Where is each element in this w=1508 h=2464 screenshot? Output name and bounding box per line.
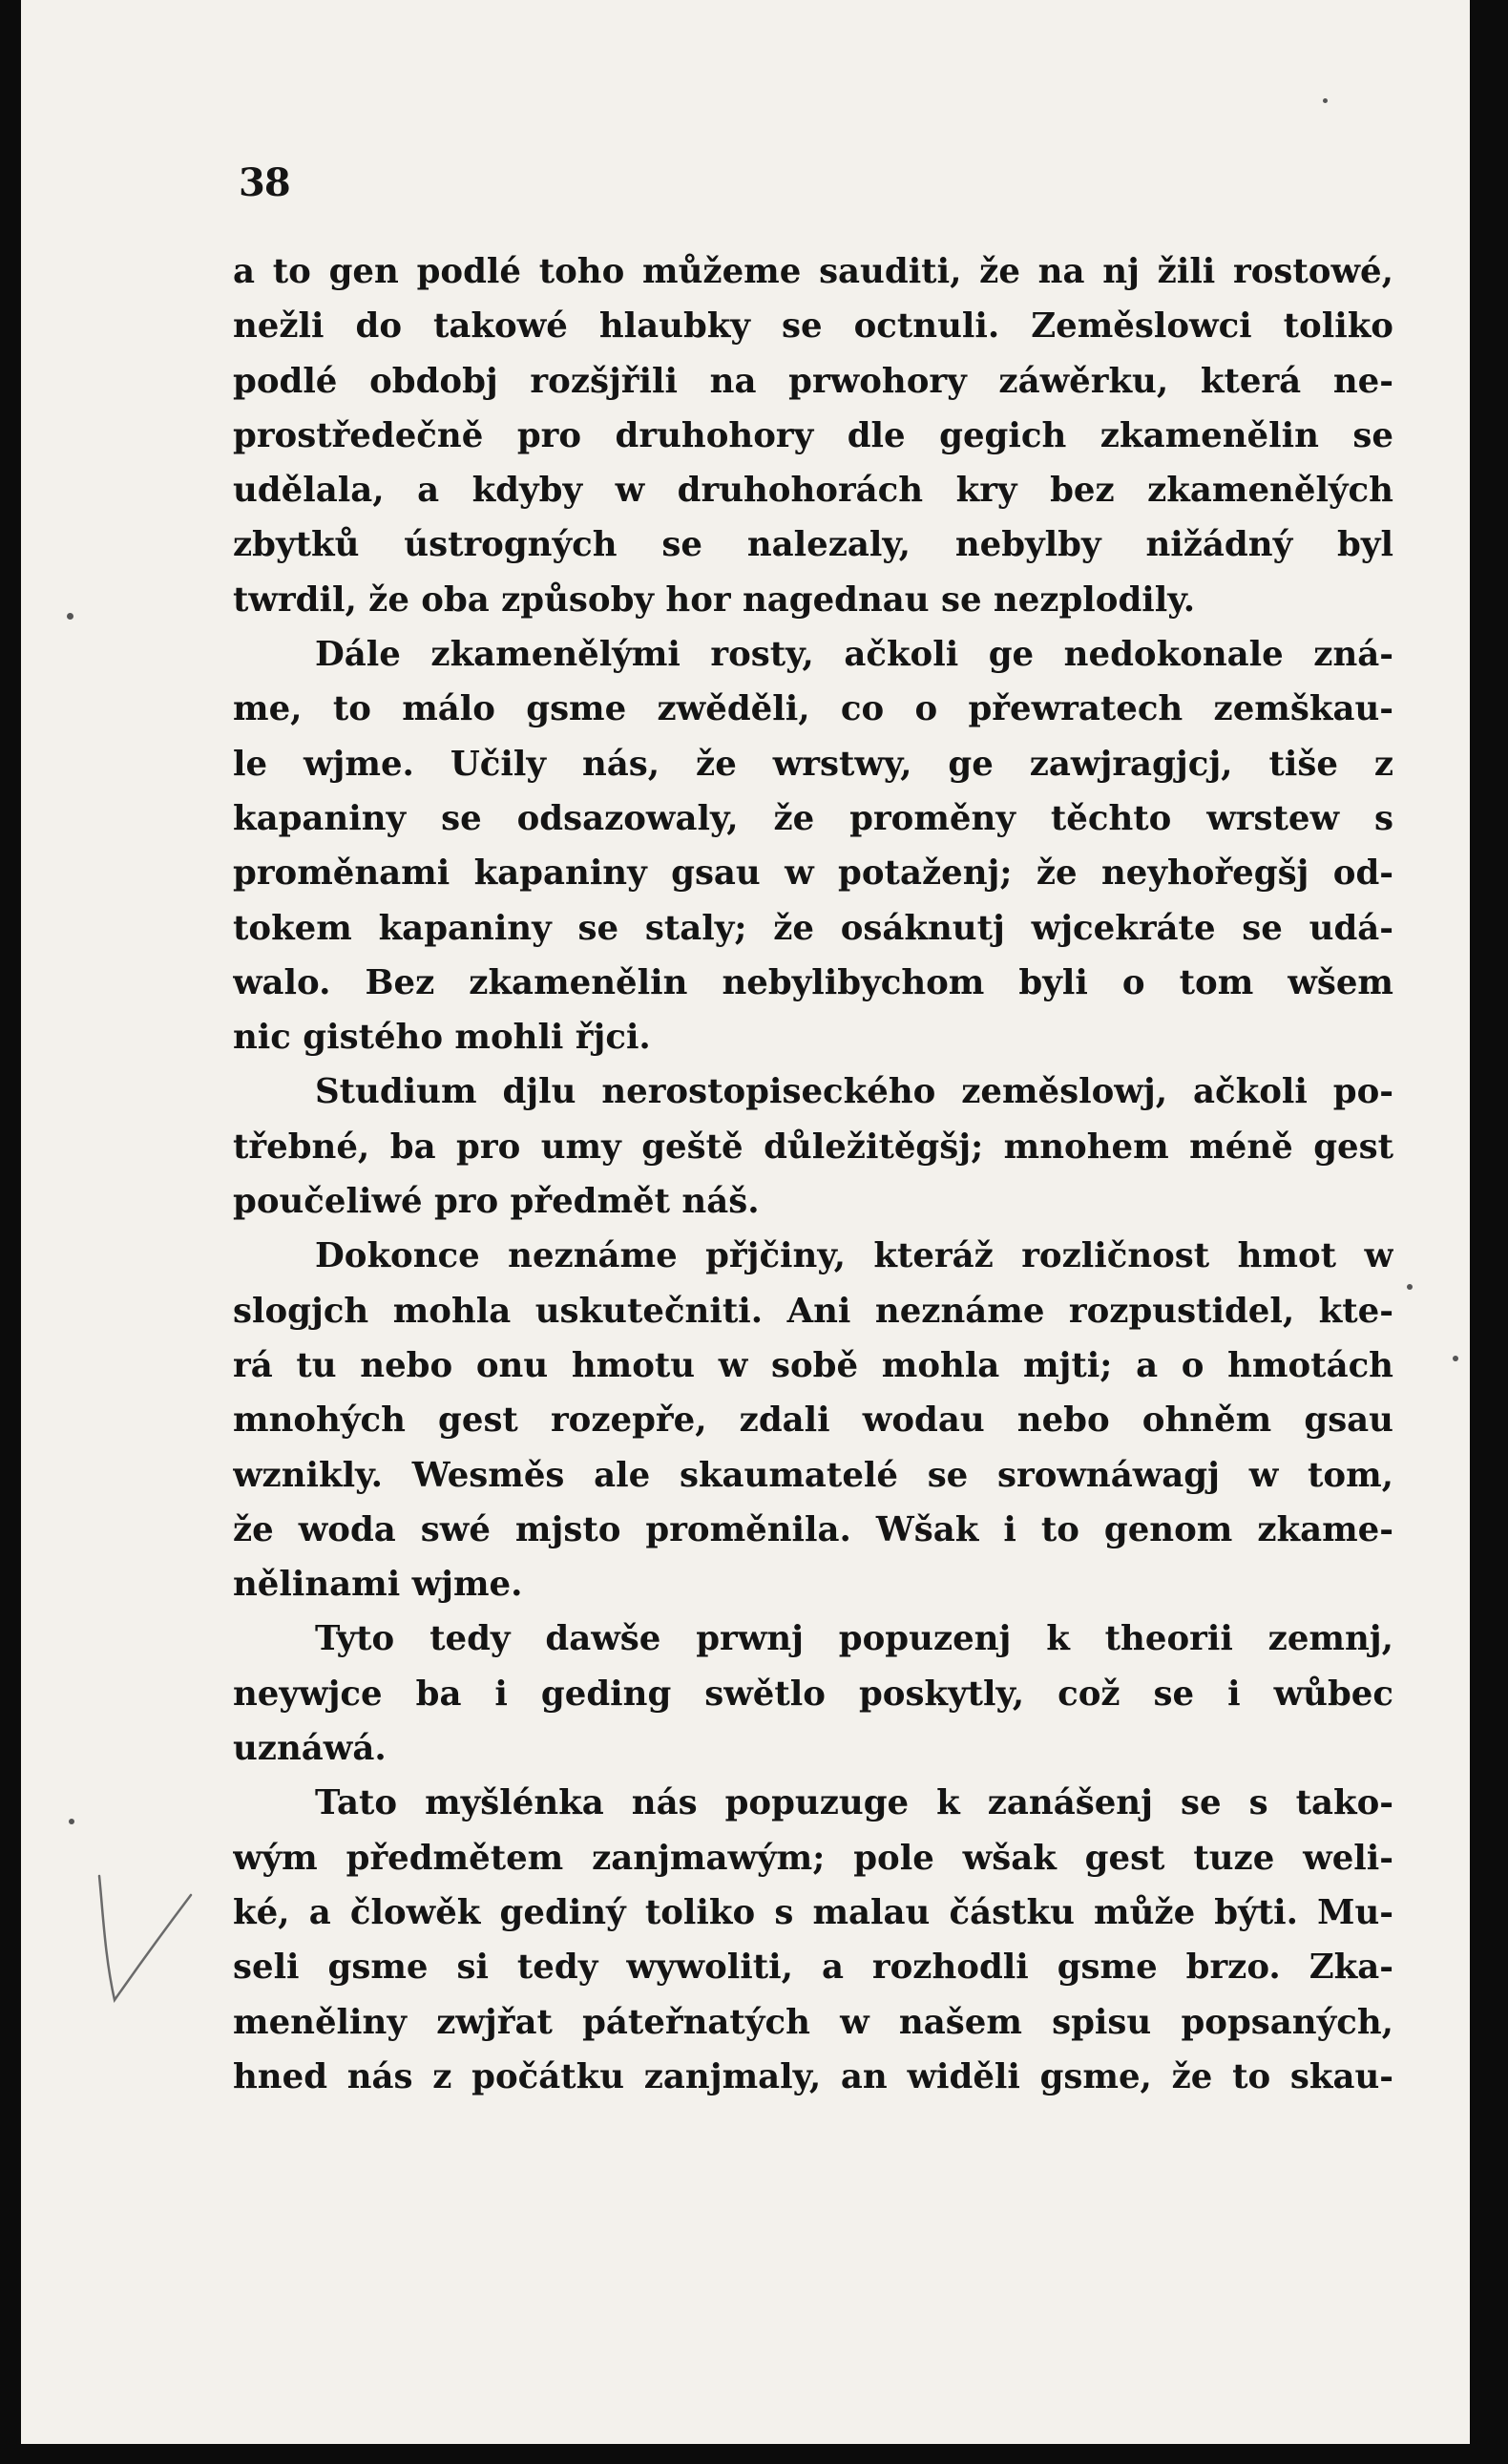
text-line: wým předmětem zanjmawým; pole wšak gest tuze weli- xyxy=(233,1838,1393,1878)
ink-speck xyxy=(1407,1284,1413,1290)
ink-speck xyxy=(1453,1356,1458,1361)
text-line: meněliny zwjřat páteřnatých w našem spisu popsaných, xyxy=(233,2002,1393,2042)
text-line: kapaniny se odsazowaly, že proměny těchto wrstew s xyxy=(233,798,1393,838)
text-line: seli gsme si tedy wywoliti, a rozhodli gsme brzo. Zka- xyxy=(233,1948,1393,1988)
text-line: Studium djlu nerostopiseckého zeměslowj, ačkoli po- xyxy=(315,1072,1393,1112)
ink-speck xyxy=(1323,98,1328,103)
text-line: me, to málo gsme zwěděli, co o přewratech zemškau- xyxy=(233,689,1393,729)
text-line: nežli do takowé hlaubky se octnuli. Zeměslowci toliko xyxy=(233,306,1393,347)
text-line: walo. Bez zkamenělin nebylibychom byli o tom wšem xyxy=(233,962,1393,1002)
text-line: ké, a člowěk gediný toliko s malau částku může býti. Mu- xyxy=(233,1892,1393,1932)
text-line: podlé obdobj rozšjřili na prwohory záwěrku, která ne- xyxy=(233,361,1393,401)
ink-speck xyxy=(67,613,73,620)
text-line: nělinami wjme. xyxy=(233,1565,523,1605)
text-line: proměnami kapaniny gsau w potaženj; že neyhořegšj od- xyxy=(233,853,1393,894)
text-line: zbytků ústrogných se nalezaly, nebylby nižádný byl xyxy=(233,525,1393,565)
page-number: 38 xyxy=(239,160,290,205)
text-line: rá tu nebo onu hmotu w sobě mohla mjti; a o hmotách xyxy=(233,1345,1393,1385)
text-line: udělala, a kdyby w druhohorách kry bez zkamenělých xyxy=(233,471,1393,511)
text-line: wznikly. Wesměs ale skaumatelé se srownáwagj w tom, xyxy=(233,1455,1393,1495)
text-line: neywjce ba i geding swětlo poskytly, což se i wůbec xyxy=(233,1674,1393,1714)
text-line: le wjme. Učily nás, že wrstwy, ge zawjragjcj, tiše z xyxy=(233,744,1393,784)
text-line: a to gen podlé toho můžeme sauditi, že na nj žili rostowé, xyxy=(233,252,1393,291)
text-line: tokem kapaniny se staly; že osáknutj wjcekráte se udá- xyxy=(233,908,1393,948)
text-line: poučeliwé pro předmět náš. xyxy=(233,1182,760,1222)
text-line: Dále zkamenělými rosty, ačkoli ge nedokonale zná- xyxy=(315,635,1393,675)
text-line: třebné, ba pro umy geště důležitěgšj; mnohem méně gest xyxy=(233,1127,1393,1167)
body-text xyxy=(233,244,1393,2104)
text-line: mnohých gest rozepře, zdali wodau nebo ohněm gsau xyxy=(233,1400,1393,1441)
text-line: prostředečně pro druhohory dle gegich zkamenělin se xyxy=(233,415,1393,455)
text-line: Dokonce neznáme přjčiny, kteráž rozličnost hmot w xyxy=(315,1236,1393,1276)
text-line: že woda swé mjsto proměnila. Wšak i to genom zkame- xyxy=(233,1509,1393,1549)
text-line: Tyto tedy dawše prwnj popuzenj k theorii zemnj, xyxy=(315,1619,1393,1659)
text-line: Tato myšlénka nás popuzuge k zanášenj se s tako- xyxy=(315,1783,1393,1823)
pencil-check-mark xyxy=(92,1866,197,2010)
text-line: slogjch mohla uskutečniti. Ani neznáme rozpustidel, kte- xyxy=(233,1291,1393,1331)
text-line: hned nás z počátku zanjmaly, an widěli gsme, že to skau- xyxy=(233,2056,1393,2096)
book-page xyxy=(21,0,1470,2444)
text-line: uznáwá. xyxy=(233,1729,387,1769)
ink-speck xyxy=(69,1819,74,1824)
text-line: twrdil, že oba způsoby hor nagednau se nezplodily. xyxy=(233,579,1196,620)
text-line: nic gistého mohli řjci. xyxy=(233,1018,651,1058)
